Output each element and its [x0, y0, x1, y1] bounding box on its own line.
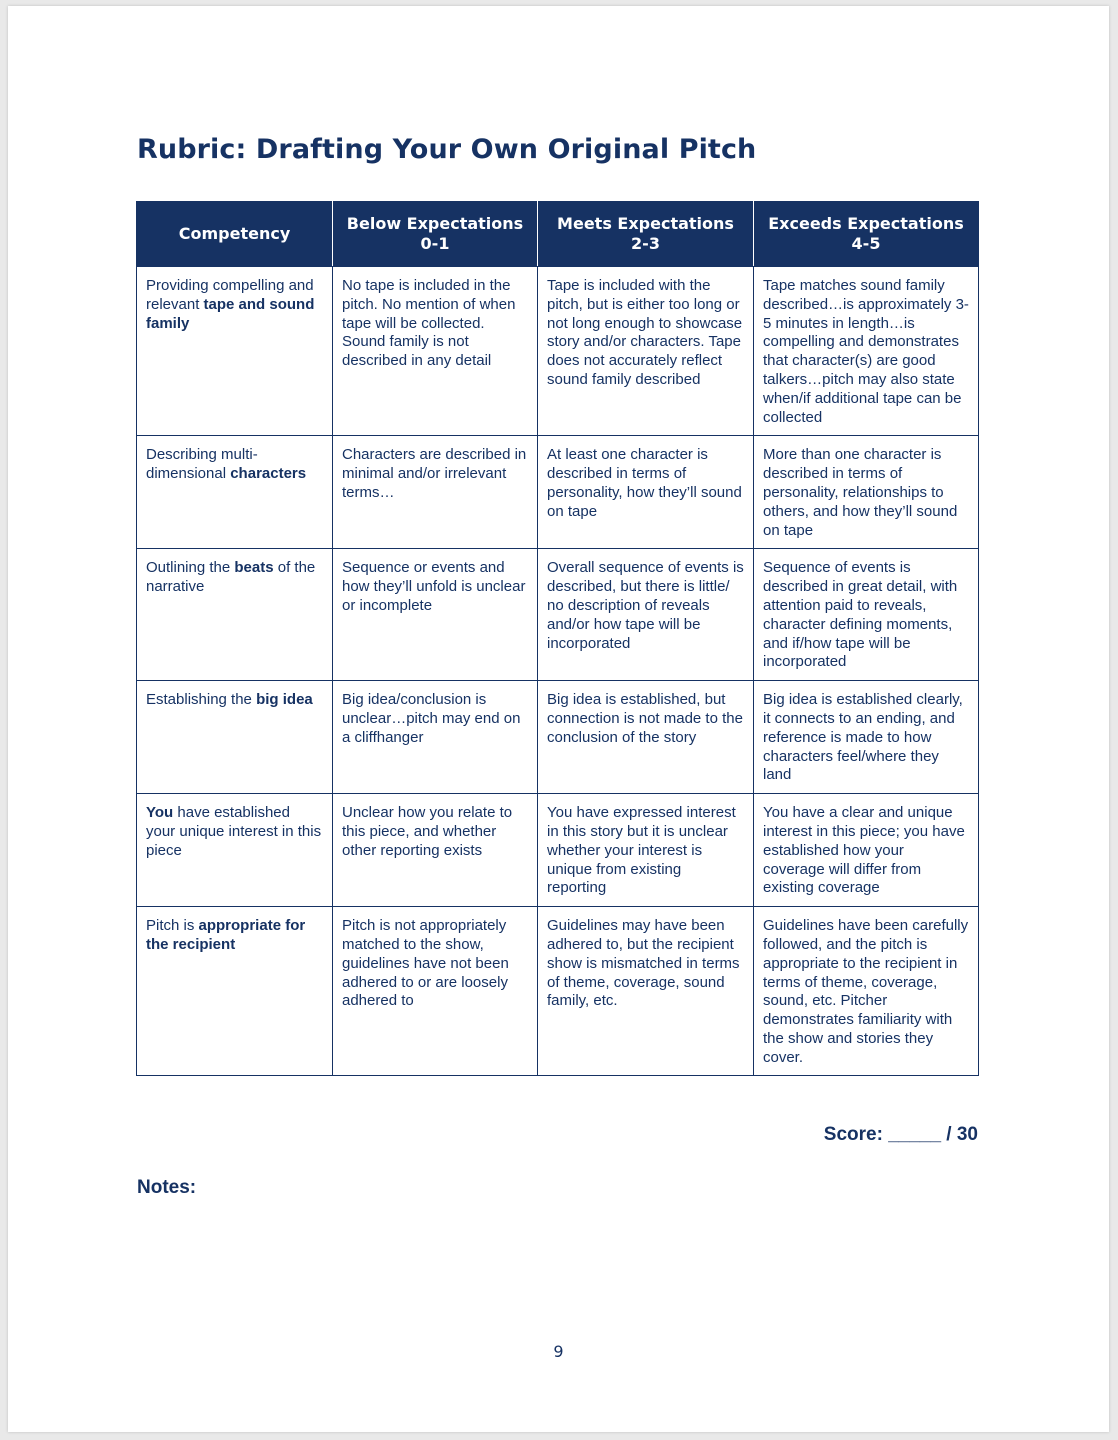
competency-text: have established your unique interest in this piece	[146, 804, 322, 859]
meets-expectations-cell: Tape is included with the pitch, but is either too long or not long enough to showcase story and/or characters. Tape does not accurately reflect sound family described	[538, 267, 754, 436]
header-row	[137, 202, 979, 267]
header-score-range: 0-1	[420, 234, 450, 253]
competency-cell	[137, 549, 333, 681]
below-expectations-cell: Big idea/conclusion is unclear…pitch may end on a cliffhanger	[333, 681, 538, 794]
competency-text: Providing compelling and relevant	[146, 277, 314, 313]
competency-cell	[137, 267, 333, 436]
table-row	[137, 907, 979, 1076]
meets-expectations-cell: You have expressed interest in this story but it is unclear whether your interest is unique from existing reporting	[538, 794, 754, 907]
header-competency	[137, 202, 333, 267]
competency-keyword: appropriate for the recipient	[146, 917, 306, 953]
header-label: Exceeds Expectations	[768, 214, 964, 233]
exceeds-expectations-cell: You have a clear and unique interest in this piece; you have established how your coverage will differ from existing coverage	[754, 794, 979, 907]
exceeds-expectations-cell: Tape matches sound family described…is approximately 3-5 minutes in length…is compelling and demonstrates that character(s) are good talkers…pitch may also state when/if additional tape can be collected	[754, 267, 979, 436]
competency-cell	[137, 436, 333, 549]
meets-expectations-cell: Overall sequence of events is described, but there is little/ no description of reveals and/or how tape will be incorporated	[538, 549, 754, 681]
notes-label: Notes:	[137, 1177, 197, 1198]
header-score-range: 2-3	[631, 234, 660, 253]
below-expectations-cell: Characters are described in minimal and/or irrelevant terms…	[333, 436, 538, 549]
competency-cell	[137, 907, 333, 1076]
table-row	[137, 436, 979, 549]
header-label: Below Expectations	[346, 214, 524, 233]
meets-expectations-cell: Guidelines may have been adhered to, but the recipient show is mismatched in terms of theme, coverage, sound family, etc.	[538, 907, 754, 1076]
competency-cell	[137, 794, 333, 907]
header-label: Meets Expectations	[557, 214, 734, 233]
exceeds-expectations-cell: Guidelines have been carefully followed, and the pitch is appropriate to the recipient in terms of theme, coverage, sound, etc. Pitcher demonstrates familiarity with the show and stories they cover.	[754, 907, 979, 1076]
document-page	[8, 6, 1109, 1432]
header-below-expectations	[333, 202, 538, 267]
meets-expectations-cell: Big idea is established, but connection is not made to the conclusion of the story	[538, 681, 754, 794]
below-expectations-cell: Sequence or events and how they’ll unfold is unclear or incomplete	[333, 549, 538, 681]
rubric-table	[136, 201, 979, 1076]
page-number: 9	[553, 1342, 564, 1361]
exceeds-expectations-cell: More than one character is described in terms of personality, relationships to others, and how they’ll sound on tape	[754, 436, 979, 549]
table-row	[137, 681, 979, 794]
competency-keyword: beats	[234, 559, 274, 577]
below-expectations-cell: Pitch is not appropriately matched to the show, guidelines have not been adhered to or are loosely adhered to	[333, 907, 538, 1076]
header-exceeds-expectations	[754, 202, 979, 267]
table-row	[137, 267, 979, 436]
score-line: Score: _____ / 30	[823, 1124, 978, 1145]
competency-keyword: big idea	[256, 691, 313, 709]
exceeds-expectations-cell: Big idea is established clearly, it connects to an ending, and reference is made to how characters feel/where they land	[754, 681, 979, 794]
table-row	[137, 794, 979, 907]
page-title: Rubric: Drafting Your Own Original Pitch	[137, 134, 757, 165]
competency-text: Describing multi-dimensional	[146, 446, 258, 483]
meets-expectations-cell: At least one character is described in terms of personality, how they’ll sound on tape	[538, 436, 754, 549]
exceeds-expectations-cell: Sequence of events is described in great detail, with attention paid to reveals, character defining moments, and if/how tape will be incorporated	[754, 549, 979, 681]
competency-cell	[137, 681, 333, 794]
competency-text: of the narrative	[146, 559, 316, 596]
below-expectations-cell: No tape is included in the pitch. No mention of when tape will be collected. Sound family is not described in any detail	[333, 267, 538, 436]
header-score-range: 4-5	[851, 234, 881, 253]
competency-keyword: tape and sound family	[146, 295, 315, 332]
competency-keyword: You	[146, 804, 174, 822]
table-row	[137, 549, 979, 681]
competency-keyword: characters	[230, 465, 307, 483]
competency-text: Establishing the	[146, 691, 257, 709]
competency-text: Pitch is	[146, 917, 199, 935]
header-meets-expectations	[538, 202, 754, 267]
header-label: Competency	[178, 224, 291, 243]
competency-text: Outlining the	[146, 559, 235, 577]
below-expectations-cell: Unclear how you relate to this piece, and whether other reporting exists	[333, 794, 538, 907]
